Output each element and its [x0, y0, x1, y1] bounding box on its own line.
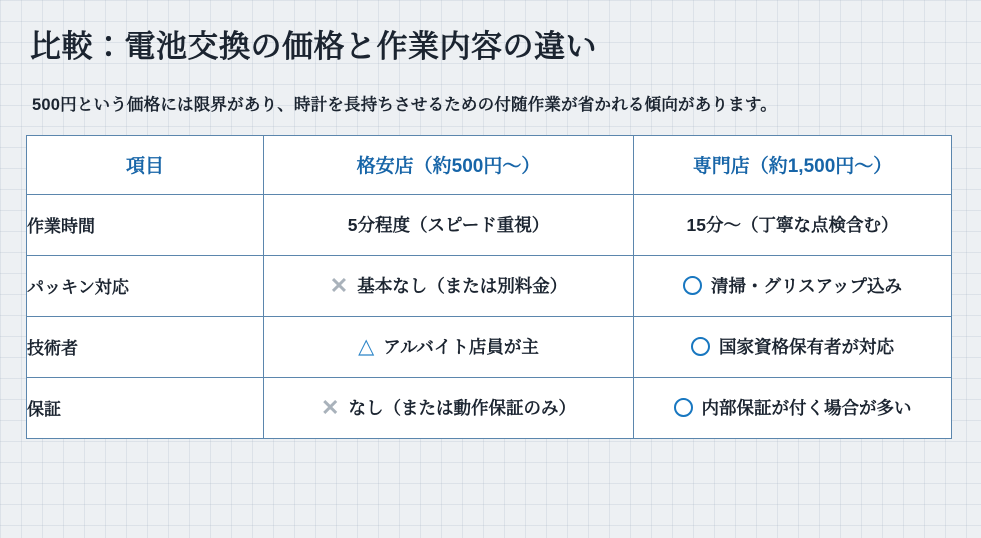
cell-cheap-technician — [264, 316, 634, 377]
cell-cheap-warranty — [264, 377, 634, 438]
column-header-item: 項目 — [27, 135, 264, 194]
cell-text: アルバイト店員が主 — [383, 337, 539, 358]
circle-icon — [674, 398, 693, 417]
cell-pro-technician — [634, 316, 952, 377]
cell-pro-packing — [634, 255, 952, 316]
table-header-row — [27, 135, 952, 194]
cell-text: 内部保証が付く場合が多い — [701, 398, 912, 419]
cell-cheap-work-time — [264, 194, 634, 255]
circle-icon — [683, 276, 702, 295]
circle-icon — [691, 337, 710, 356]
table-body — [27, 194, 952, 438]
cell-text: 5分程度（スピード重視） — [347, 215, 550, 236]
cross-icon: ✕ — [329, 272, 349, 298]
page-title: 比較：電池交換の価格と作業内容の違い — [30, 29, 597, 64]
table-row — [27, 194, 952, 255]
row-label-work-time: 作業時間 — [27, 194, 264, 255]
comparison-table — [26, 135, 952, 439]
column-header-specialty-shop: 専門店（約1,500円〜） — [634, 135, 952, 194]
cell-text: 15分〜（丁寧な点検含む） — [686, 215, 899, 236]
cell-text: 国家資格保有者が対応 — [719, 337, 894, 358]
subtitle-text: 500円という価格には限界があり、時計を長持ちさせるための付随作業が省かれる傾向があります。 — [32, 95, 777, 114]
triangle-icon: △ — [358, 335, 375, 359]
table-row — [27, 377, 952, 438]
cell-text: なし（または動作保証のみ） — [348, 398, 576, 419]
cell-text: 基本なし（または別料金） — [357, 276, 568, 297]
cell-text: 清掃・グリスアップ込み — [711, 276, 902, 297]
column-header-cheap-shop: 格安店（約500円〜） — [264, 135, 634, 194]
table-row — [27, 255, 952, 316]
row-label-warranty: 保証 — [27, 377, 264, 438]
row-label-technician: 技術者 — [27, 316, 264, 377]
cell-cheap-packing — [264, 255, 634, 316]
row-label-packing: パッキン対応 — [27, 255, 264, 316]
table-header — [27, 135, 952, 194]
cell-pro-warranty — [634, 377, 952, 438]
cell-pro-work-time — [634, 194, 952, 255]
table-row — [27, 316, 952, 377]
cross-icon: ✕ — [321, 394, 340, 420]
